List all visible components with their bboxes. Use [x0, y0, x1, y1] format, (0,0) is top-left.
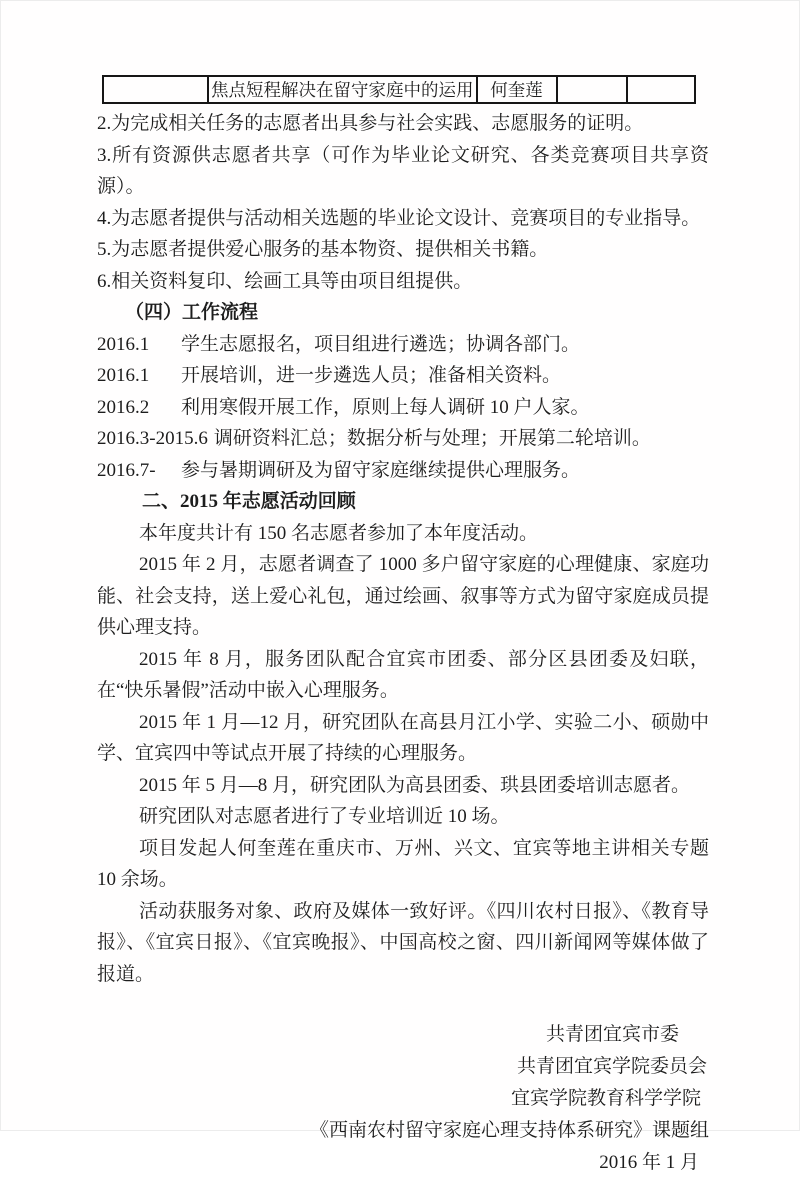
list-item-5: 5.为志愿者提供爱心服务的基本物资、提供相关书籍。: [97, 239, 549, 260]
review-paragraph: 本年度共计有 150 名志愿者参加了本年度活动。: [139, 522, 539, 544]
list-item-6: 6.相关资料复印、绘画工具等由项目组提供。: [97, 270, 473, 292]
signature-block: [97, 1019, 709, 1179]
review-paragraph: 2015 年 5 月—8 月，研究团队为高县团委、珙县团委培训志愿者。: [139, 774, 691, 796]
document-body: [97, 108, 709, 1179]
review-paragraph: 2015 年 2 月，志愿者调查了 1000 多户留守家庭的心理健康、家庭功能、社会支持，送上爱心礼包，通过绘画、叙事等方式为留守家庭成员提供心理支持。: [97, 554, 709, 638]
heading-workflow: （四）工作流程: [125, 302, 259, 323]
heading-2015-review: 二、2015 年志愿活动回顾: [142, 491, 356, 512]
table-cell-empty: [103, 76, 208, 103]
schedule-text: 参与暑期调研及为留守家庭继续提供心理服务。: [181, 459, 581, 481]
schedule-date: 2016.7-: [97, 459, 156, 481]
continued-table: [102, 75, 696, 104]
page-content: [97, 75, 709, 1179]
table-row: [103, 76, 695, 103]
schedule-line: [97, 360, 709, 392]
signature-line: 《西南农村留守家庭心理支持体系研究》课题组: [309, 1120, 709, 1141]
review-paragraph: 活动获服务对象、政府及媒体一致好评。《四川农村日报》、《教育导报》、《宜宾日报》、《宜宾晚报》、中国高校之窗、四川新闻网等媒体做了报道。: [97, 900, 709, 985]
schedule-text: 开展培训，进一步遴选人员；准备相关资料。: [181, 365, 562, 386]
schedule-date: 2016.2: [97, 396, 150, 418]
review-paragraph: 项目发起人何奎莲在重庆市、万州、兴文、宜宾等地主讲相关专题 10 余场。: [97, 837, 709, 890]
schedule-line: [97, 392, 709, 424]
table-cell-empty: [627, 76, 695, 103]
schedule-text: 利用寒假开展工作，原则上每人调研 10 户人家。: [181, 396, 590, 418]
list-item-3: 3.所有资源供志愿者共享（可作为毕业论文研究、各类竞赛项目共享资源）。: [97, 144, 709, 197]
signature-date: 2016 年 1 月: [599, 1152, 699, 1173]
table-cell-topic: 焦点短程解决在留守家庭中的运用: [208, 76, 477, 103]
schedule-line: [97, 329, 709, 361]
schedule-text: 调研资料汇总；数据分析与处理；开展第二轮培训。: [213, 428, 651, 449]
review-paragraph: 研究团队对志愿者进行了专业培训近 10 场。: [139, 806, 510, 827]
list-item-4: 4.为志愿者提供与活动相关选题的毕业论文设计、竞赛项目的专业指导。: [97, 207, 701, 229]
signature-line: 共青团宜宾学院委员会: [516, 1056, 707, 1077]
signature-line: 共青团宜宾市委: [545, 1024, 679, 1045]
list-item-2: 2.为完成相关任务的志愿者出具参与社会实践、志愿服务的证明。: [97, 113, 644, 134]
schedule-line: [97, 455, 709, 487]
signature-line: 宜宾学院教育科学学院: [510, 1088, 701, 1109]
schedule-date: 2016.1: [97, 365, 150, 386]
schedule-line: [97, 423, 709, 455]
review-paragraph: 2015 年 1 月—12 月，研究团队在高县月江小学、实验二小、硕勋中学、宜宾四中等试点开展了持续的心理服务。: [97, 711, 709, 764]
review-paragraph: 2015 年 8 月，服务团队配合宜宾市团委、部分区县团委及妇联，在“快乐暑假”活动中嵌入心理服务。: [97, 648, 709, 701]
table-cell-person: 何奎莲: [477, 76, 557, 103]
schedule-date: 2016.3-2015.6: [97, 428, 208, 449]
table-cell-empty: [557, 76, 627, 103]
schedule-text: 学生志愿报名，项目组进行遴选；协调各部门。: [181, 333, 581, 355]
schedule-date: 2016.1: [97, 333, 150, 355]
